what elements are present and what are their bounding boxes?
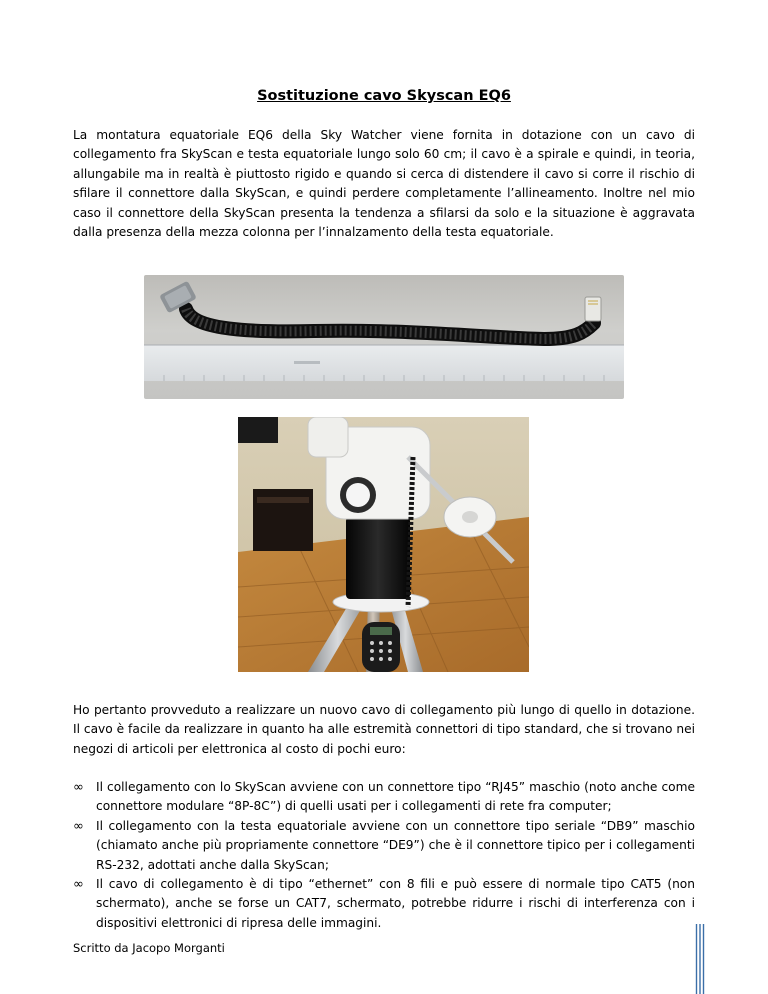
list-item-text: Il collegamento con la testa equatoriale avviene con un connettore tipo seriale “DB9” maschio (chiamato anche più propriamente connettore “DE9”) che è il connettore tipico per i collegamenti RS-232, adottati anche dalla SkyScan; [96, 818, 695, 872]
intro-paragraph: La montatura equatoriale EQ6 della Sky Watcher viene fornita in dotazione con un cavo di collegamento fra SkyScan e testa equatoriale lungo solo 60 cm; il cavo è a spirale e quindi, in teoria, allungabile ma in realtà è piuttosto rigido e quando si cerca di distendere il cavo si corre il rischio di sfilare il connettore dalla SkyScan, e quindi perdere completamente l’allineamento. Inoltre nel mio caso il connettore della SkyScan presenta la tendenza a sfilarsi da solo e la situazione è aggravata dalla presenza della mezza colonna per l’innalzamento della testa equatoriale. [73, 128, 695, 240]
footer-decorative-rule [695, 924, 707, 994]
list-item [73, 817, 695, 875]
footer-author: Scritto da Jacopo Morganti [73, 941, 225, 955]
list-item-text: Il cavo di collegamento è di tipo “ethernet” con 8 fili e può essere di normale tipo CAT5 (non schermato), anche se forse un CAT7, schermato, potrebbe ridurre i rischi di interferenza con i dispositivi elettronici di ripresa delle immagini. [96, 877, 695, 930]
list-item [73, 875, 695, 933]
list-item-text: Il collegamento con lo SkyScan avviene con un connettore tipo “RJ45” maschio (noto anche come connettore modulare “8P-8C”) di quelli usati per i collegamenti di rete fra computer; [96, 780, 695, 814]
infinity-bullet-icon: ∞ [73, 818, 84, 834]
connector-list [73, 778, 695, 933]
coiled-cable-photo [144, 275, 624, 399]
infinity-bullet-icon: ∞ [73, 780, 84, 795]
document-title: Sostituzione cavo Skyscan EQ6 [257, 88, 511, 104]
eq6-mount-photo [238, 417, 529, 672]
list-item [73, 778, 695, 817]
body-paragraph: Ho pertanto provveduto a realizzare un nuovo cavo di collegamento più lungo di quello in dotazione. Il cavo è facile da realizzare in quanto ha alle estremità connettori di tipo standard, che si trovano nei negozi di articoli per elettronica al costo di pochi euro: [73, 703, 695, 756]
infinity-bullet-icon: ∞ [73, 877, 84, 893]
